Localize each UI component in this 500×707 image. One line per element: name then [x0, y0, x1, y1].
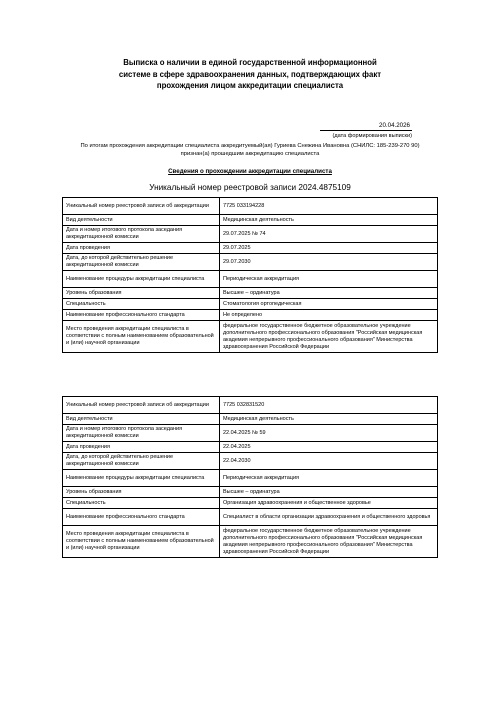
row-label: Дата проведения	[63, 442, 220, 453]
row-label: Наименование процедуры аккредитации специалиста	[63, 470, 220, 487]
registry-number: Уникальный номер реестровой записи 2024.4875109	[149, 183, 351, 192]
row-label: Наименование процедуры аккредитации специалиста	[63, 271, 220, 288]
row-value: 29.07.2030	[220, 254, 438, 271]
row-value: 22.04.2025	[220, 442, 438, 453]
row-value: 7725 032831520	[220, 397, 438, 414]
row-label: Наименование профессионального стандарта	[63, 509, 220, 526]
row-value: Медицинская деятельность	[220, 215, 438, 226]
table-row	[63, 254, 438, 271]
row-value: Периодическая аккредитация	[220, 470, 438, 487]
table-row	[63, 288, 438, 299]
row-label: Место проведения аккредитации специалиста в соответствии с полным наименованием образовательной и (или) научной организации	[63, 526, 220, 558]
table-row	[63, 243, 438, 254]
row-value: Организация здравоохранения и общественное здоровье	[220, 498, 438, 509]
intro-line-1: По итогам прохождения аккредитации специалиста аккредитуемый(ая) Гуриева Снежина Ивановна (СНИЛС: 185-239-270 90)	[80, 143, 420, 149]
row-value: федеральное государственное бюджетное образовательное учреждение дополнительного профессионального образования "Российская медицинская академия непрерывного профессионального образования" Министерства здравоохранения Российской Федерации	[220, 526, 438, 558]
issue-date: 20.04.2026	[320, 122, 412, 131]
section-title: Сведения о прохождении аккредитации специалиста	[168, 168, 332, 175]
row-value: Высшее – ординатура	[220, 487, 438, 498]
table-row	[63, 215, 438, 226]
accreditation-record-table	[62, 396, 438, 558]
title-line-3: прохождения лицом аккредитации специалиста	[156, 81, 344, 90]
row-label: Вид деятельности	[63, 215, 220, 226]
issue-date-caption: (дата формирования выписки)	[332, 133, 412, 139]
row-label: Уникальный номер реестровой записи об аккредитации	[63, 198, 220, 215]
row-label: Дата, до которой действительно решение аккредитационной комиссии	[63, 254, 220, 271]
row-label: Специальность	[63, 498, 220, 509]
row-value: Периодическая аккредитация	[220, 271, 438, 288]
table-row	[63, 509, 438, 526]
row-label: Место проведения аккредитации специалиста в соответствии с полным наименованием образовательной и (или) научной организации	[63, 321, 220, 353]
row-value: 22.04.2025 № 59	[220, 425, 438, 442]
row-value: Не определено	[220, 310, 438, 321]
row-value: 7725 033194228	[220, 198, 438, 215]
row-value: 22.04.2030	[220, 453, 438, 470]
row-value: Медицинская деятельность	[220, 414, 438, 425]
table-row	[63, 271, 438, 288]
row-label: Специальность	[63, 299, 220, 310]
date-block	[320, 114, 412, 140]
table-row	[63, 442, 438, 453]
row-label: Уровень образования	[63, 487, 220, 498]
table-row	[63, 498, 438, 509]
table-row	[63, 414, 438, 425]
row-label: Дата и номер итогового протокола заседания аккредитационной комиссии	[63, 425, 220, 442]
row-value: Стоматология ортопедическая	[220, 299, 438, 310]
table-row	[63, 299, 438, 310]
row-label: Дата и номер итогового протокола заседания аккредитационной комиссии	[63, 226, 220, 243]
table-row	[63, 397, 438, 414]
table-row	[63, 226, 438, 243]
table-row	[63, 526, 438, 558]
row-value: федеральное государственное бюджетное образовательное учреждение дополнительного профессионального образования "Российская медицинская академия непрерывного профессионального образования" Министерства здравоохранения Российской Федерации	[220, 321, 438, 353]
table-row	[63, 310, 438, 321]
table-row	[63, 453, 438, 470]
table-row	[63, 487, 438, 498]
title-line-1: Выписка о наличии в единой государственной информационной	[123, 58, 377, 67]
row-value: 29.07.2025 № 74	[220, 226, 438, 243]
table-row	[63, 470, 438, 487]
intro-text	[46, 142, 454, 158]
row-label: Вид деятельности	[63, 414, 220, 425]
intro-line-2: признан(а) прошедшим аккредитацию специалиста	[180, 151, 320, 158]
accreditation-record-table	[62, 197, 438, 353]
row-label: Дата проведения	[63, 243, 220, 254]
row-value: Высшее – ординатура	[220, 288, 438, 299]
document-title	[60, 57, 440, 92]
row-label: Дата, до которой действительно решение аккредитационной комиссии	[63, 453, 220, 470]
row-label: Наименование профессионального стандарта	[63, 310, 220, 321]
row-label: Уникальный номер реестровой записи об аккредитации	[63, 397, 220, 414]
row-value: Специалист в области организации здравоохранения и общественного здоровья	[220, 509, 438, 526]
table-row	[63, 425, 438, 442]
table-row	[63, 198, 438, 215]
table-row	[63, 321, 438, 353]
title-line-2: системе в сфере здравоохранения данных, подтверждающих факт	[118, 69, 382, 79]
row-value: 29.07.2025	[220, 243, 438, 254]
row-label: Уровень образования	[63, 288, 220, 299]
